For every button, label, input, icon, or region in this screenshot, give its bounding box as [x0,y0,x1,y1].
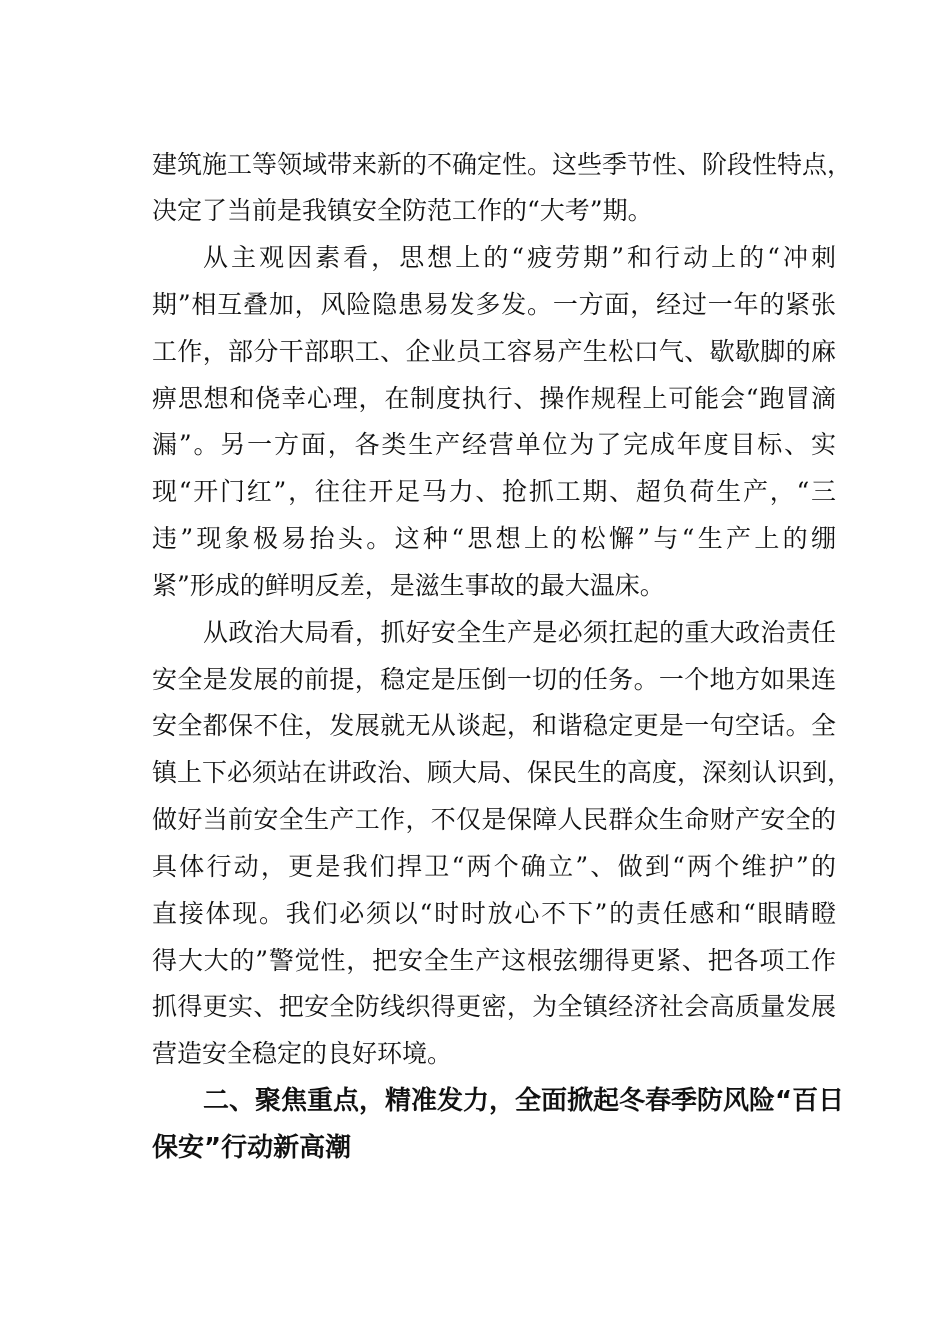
text-line: 紧”形成的鲜明反差，是滋生事故的最大温床。 [152,571,665,600]
text-line: 违”现象极易抬头。这种“思想上的松懈”与“生产上的绷 [152,524,836,553]
text-line: 安全都保不住，发展就无从谈起，和谐稳定更是一句空话。全 [152,711,836,740]
text-line: 现“开门红”，往往开足马力、抢抓工期、超负荷生产，“三 [152,477,836,506]
text-line: 漏”。另一方面，各类生产经营单位为了完成年度目标、实 [152,430,836,459]
section-heading-continued: 保安”行动新高潮 [152,1133,352,1163]
text-line: 营造安全稳定的良好环境。 [152,1039,453,1068]
text-line: 直接体现。我们必须以“时时放心不下”的责任感和“眼睛瞪 [152,899,836,928]
text-line: 具体行动，更是我们捍卫“两个确立”、做到“两个维护”的 [152,852,836,881]
text-line: 建筑施工等领域带来新的不确定性。这些季节性、阶段性特点， [152,150,853,179]
section-heading: 二、聚焦重点，精准发力，全面掀起冬春季防风险“百日 [203,1086,845,1116]
text-line: 痹思想和侥幸心理，在制度执行、操作规程上可能会“跑冒滴 [152,384,836,413]
text-line: 做好当前安全生产工作，不仅是保障人民群众生命财产安全的 [152,805,836,834]
text-line: 决定了当前是我镇安全防范工作的“大考”期。 [152,196,653,225]
text-line: 抓得更实、把安全防线织得更密，为全镇经济社会高质量发展 [152,992,836,1021]
text-line: 镇上下必须站在讲政治、顾大局、保民生的高度，深刻认识到， [152,758,853,787]
paragraph-first-line: 从政治大局看，抓好安全生产是必须扛起的重大政治责任 [203,618,836,647]
text-line: 期”相互叠加，风险隐患易发多发。一方面，经过一年的紧张 [152,290,836,319]
text-line: 安全是发展的前提，稳定是压倒一切的任务。一个地方如果连 [152,665,836,694]
text-line: 工作，部分干部职工、企业员工容易产生松口气、歇歇脚的麻 [152,337,836,366]
paragraph-first-line: 从主观因素看，思想上的“疲劳期”和行动上的“冲刺 [203,243,836,272]
text-line: 得大大的”警觉性，把安全生产这根弦绷得更紧、把各项工作 [152,946,836,975]
